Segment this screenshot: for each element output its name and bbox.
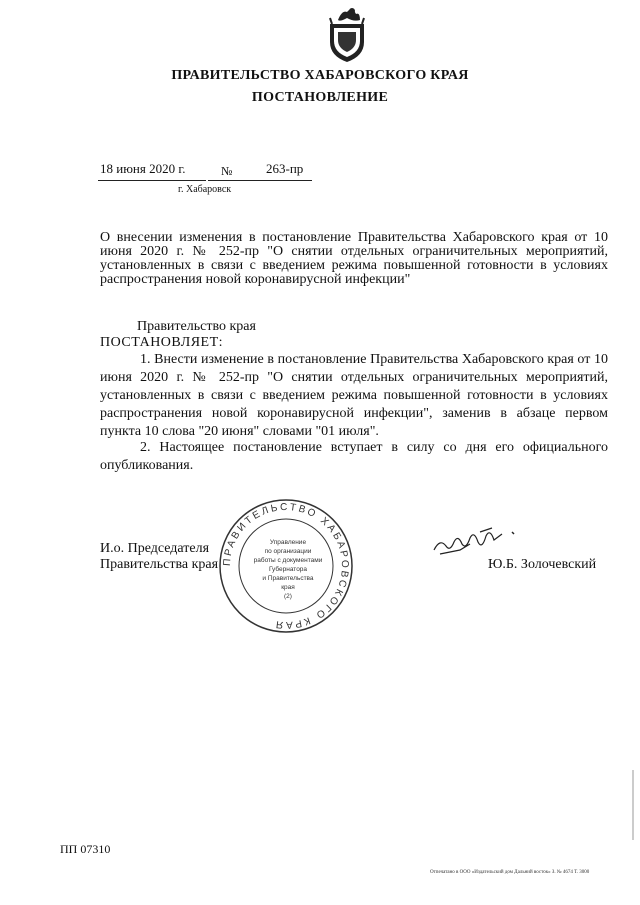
stamp-line-6: края (281, 584, 295, 591)
document-code: ПП 07310 (60, 842, 111, 856)
document-city: г. Хабаровск (178, 184, 232, 195)
signatory-title-line-1: И.о. Председателя (100, 541, 210, 556)
signatory-name: Ю.Б. Золочевский (488, 557, 597, 572)
document-date: 18 июня 2020 г. (100, 161, 186, 176)
printer-imprint: Отпечатано в ООО «Издательский дом Дальний восток» З. № 4674 Т. 3000 (430, 870, 590, 875)
coat-of-arms-icon (324, 2, 370, 64)
stamp-line-7: (2) (284, 593, 292, 600)
stamp-line-2: по организации (264, 548, 312, 555)
signatory-title (100, 541, 218, 573)
body-government: Правительство края (137, 319, 256, 334)
body-decree: ПОСТАНОВЛЯЕТ: (100, 335, 224, 350)
government-title: ПРАВИТЕЛЬСТВО ХАБАРОВСКОГО КРАЯ (171, 68, 469, 83)
stamp-line-3: работы с документами (253, 557, 323, 564)
paragraph-1: 1. Внести изменение в постановление Правительства Хабаровского края от 10 июня 2020 г. № 252-пр "О снятии отдельных ограничительных мероприятий, установленных в связи с введением режима повышенной готовности в условиях распространения новой коронавирусной инфекции", заменив в абзаце первом пункта 10 слова "20 июня" словами "01 июля". (100, 352, 608, 439)
number-underline (208, 180, 312, 181)
handwritten-signature (430, 520, 520, 560)
date-underline (98, 180, 206, 181)
document-subject: О внесении изменения в постановление Правительства Хабаровского края от 10 июня 2020 г. № 252-пр "О снятии отдельных ограничительных мероприятий, установленных в связи с введением режима повышенной готовности в условиях распространения новой коронавирусной инфекции" (100, 230, 608, 287)
official-stamp (216, 496, 356, 636)
document-number: 263-пр (266, 161, 304, 176)
paragraph-2: 2. Настоящее постановление вступает в силу со дня его официального опубликования. (100, 440, 608, 473)
stamp-line-1: Управление (269, 539, 307, 546)
stamp-line-5: и Правительства (262, 575, 314, 582)
number-sign: № (221, 164, 233, 178)
signatory-title-line-2: Правительства края (100, 557, 219, 572)
scan-edge-mark (632, 770, 634, 840)
stamp-line-4: Губернатора (268, 566, 308, 573)
stamp-ring-text: ПРАВИТЕЛЬСТВО ХАБАРОВСКОГО КРАЯ (221, 501, 351, 631)
document-type: ПОСТАНОВЛЕНИЕ (251, 90, 389, 105)
